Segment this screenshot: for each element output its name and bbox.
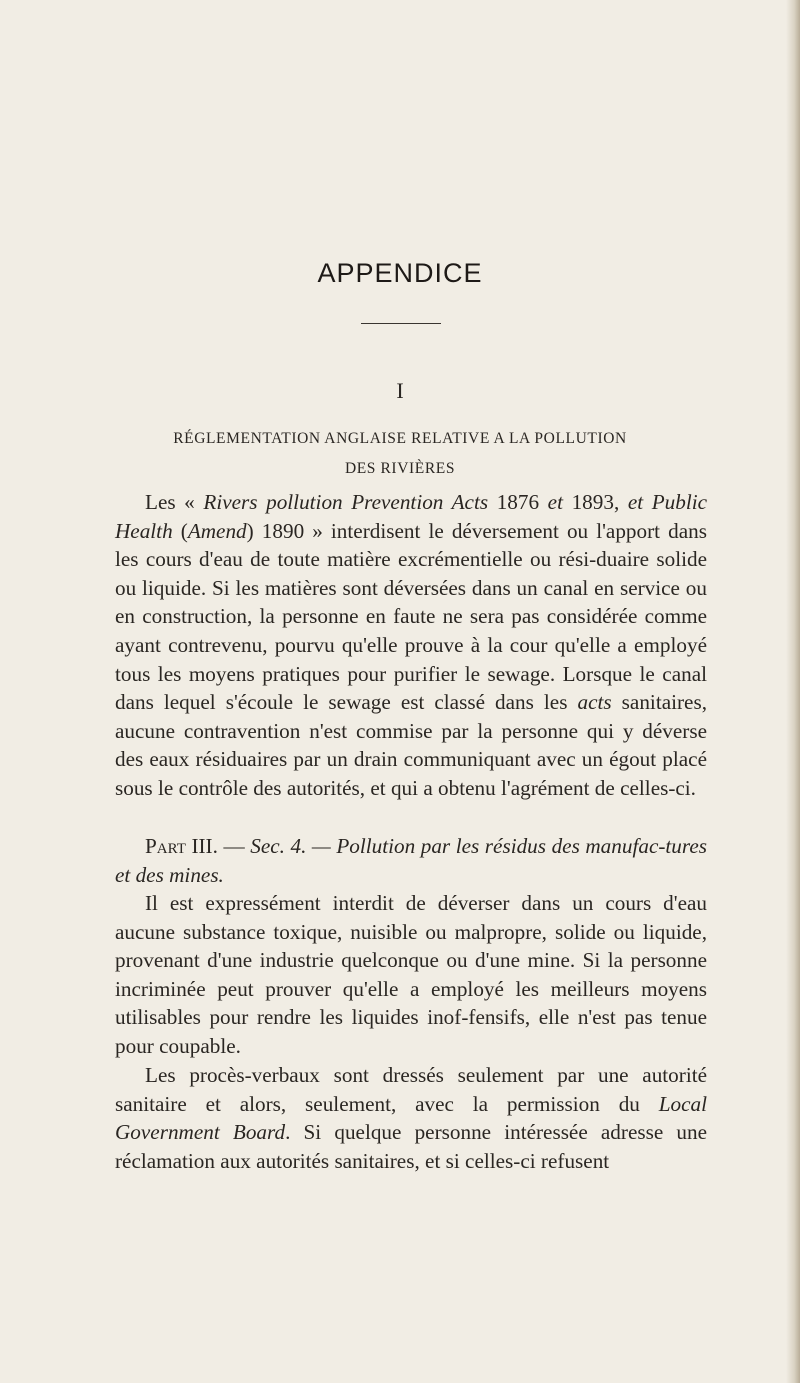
part-label: Part bbox=[145, 834, 186, 858]
appendix-title: APPENDICE bbox=[317, 258, 483, 288]
section-title: Sec. 4. — Pollution par les résidus des manufac-tures et des mines. bbox=[115, 834, 707, 887]
text-span: Les « bbox=[145, 490, 204, 514]
text-span: . Si quelque personne intéressée adresse une réclamation aux autorités sanitaires, et si celles-ci refusent bbox=[115, 1120, 707, 1173]
text-span: 1876 bbox=[488, 490, 548, 514]
paragraph-proces-verbaux bbox=[115, 1061, 707, 1175]
act-title: Rivers pollution Prevention Acts bbox=[203, 490, 489, 514]
local-government-board: Local Government Board bbox=[115, 1091, 707, 1145]
section-heading-line1: RÉGLEMENTATION ANGLAISE RELATIVE A LA POLLUTION bbox=[173, 430, 627, 447]
amend-title: Amend bbox=[187, 518, 247, 543]
text-span: sanitaires, aucune contravention n'est commise par la personne qui y déverse des eaux résiduaires par un drain communiquant avec un égout placé sous le contrôle des autorités, et qui a obtenu l'agrément de celles-ci. bbox=[115, 690, 707, 800]
part-number: III. — bbox=[185, 834, 251, 858]
paragraph-prohibition: Il est expressément interdit de déverser dans un cours d'eau aucune substance toxique, nuisible ou malpropre, solide ou liquide, provenant d'une industrie quelconque ou d'une mine. Si la personne incriminée peut prouver qu'elle a employé les meilleurs moyens utilisables pour rendre les liquides inof-fensifs, elle n'est pas tenue pour coupable. bbox=[115, 891, 707, 1058]
title-divider bbox=[361, 323, 441, 324]
text-span: ( bbox=[172, 518, 188, 543]
paragraph-rivers-pollution-acts bbox=[115, 488, 707, 803]
text-span: 1893, bbox=[562, 490, 628, 514]
section-number: I bbox=[396, 378, 404, 403]
text-span: ) 1890 » interdisent le déversement ou l'apport dans les cours d'eau de toute matière excrémentielle ou rési-duaire solide ou liquide. Si les matières sont déversées dans un canal en service ou en construction, la personne en faute ne sera pas considérée comme ayant contrevenu, pourvu qu'elle prouve à la cour qu'elle a employé tous les moyens pratiques pour purifier le sewage. Lorsque le canal dans lequel s'écoule le sewage est classé dans les bbox=[115, 518, 707, 715]
section-heading-line2: DES RIVIÈRES bbox=[344, 460, 456, 477]
text-span: et bbox=[547, 490, 563, 514]
public-health-title: et Public Health bbox=[115, 490, 708, 543]
paragraph-part-three bbox=[115, 832, 707, 889]
acts-word: acts bbox=[577, 690, 612, 715]
page-edge bbox=[786, 0, 800, 1383]
text-span: Les procès-verbaux sont dressés seulement par une autorité sanitaire et alors, seulement, avec la permission du bbox=[115, 1063, 707, 1116]
